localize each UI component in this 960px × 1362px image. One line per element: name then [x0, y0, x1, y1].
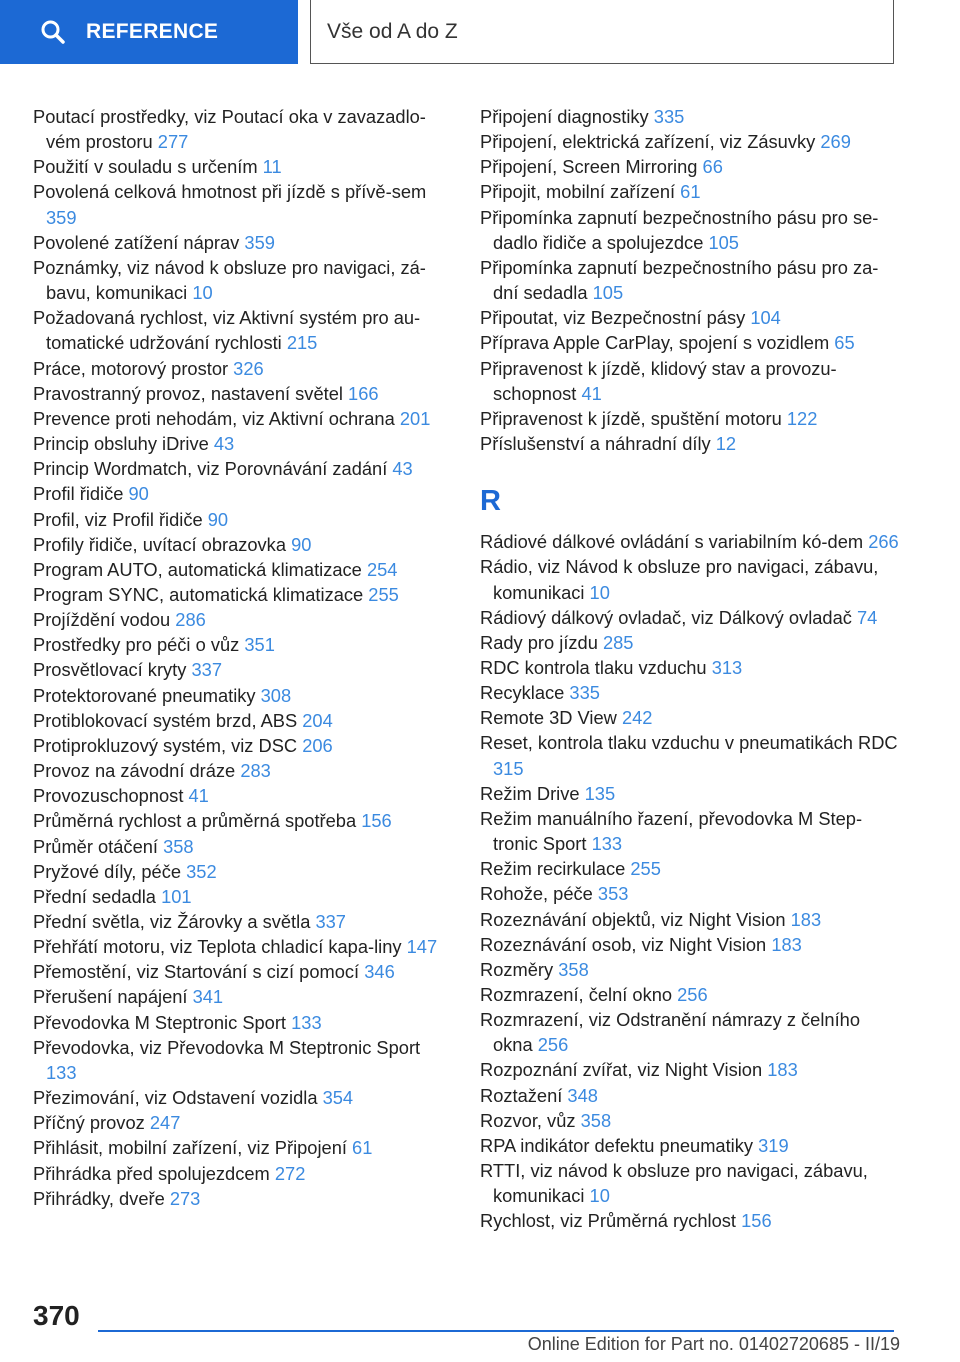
index-entry [33, 104, 443, 154]
page-link[interactable]: 341 [192, 986, 224, 1008]
entry-text: Profil řidiče [33, 483, 124, 505]
entry-text: Projíždění vodou [33, 609, 171, 631]
page-link[interactable]: 90 [128, 483, 149, 505]
page-link[interactable]: 351 [244, 634, 275, 656]
entry-text: Pryžové díly, péče [33, 860, 182, 882]
entry-text: Převodovka M Steptronic Sport [33, 1011, 287, 1033]
page-link[interactable]: 359 [244, 231, 275, 253]
entry-text: Rozmrazení, čelní okno [480, 984, 673, 1005]
entry-text: Rozmrazení, viz Odstranění námrazy z čelního okna [480, 1009, 860, 1056]
header [0, 0, 960, 66]
index-entry [33, 859, 443, 884]
page-link[interactable]: 335 [653, 106, 685, 127]
index-entry [480, 730, 900, 780]
page-link[interactable]: 11 [262, 156, 282, 178]
entry-text: Příprava Apple CarPlay, spojení s vozidlem [480, 332, 830, 354]
entry-text: RTTI, viz návod k obsluze pro navigaci, zábavu, komunikaci [480, 1160, 868, 1207]
index-entry [33, 406, 443, 431]
page-link[interactable]: 358 [163, 835, 194, 857]
page-link[interactable]: 65 [834, 332, 855, 354]
index-entry [480, 1158, 900, 1208]
entry-text: RPA indikátor defektu pneumatiky [480, 1134, 754, 1156]
index-entry [33, 1161, 443, 1186]
index-entry [33, 1085, 443, 1110]
page-link[interactable]: 43 [392, 458, 413, 480]
page-link[interactable]: 12 [715, 433, 737, 455]
page-link[interactable]: 337 [315, 911, 346, 932]
index-entry [480, 605, 900, 630]
entry-text: Přihrádka před spolujezdcem [33, 1162, 270, 1184]
index-entry [33, 1135, 443, 1160]
index-entry [480, 957, 900, 982]
page-link[interactable]: 183 [771, 933, 802, 955]
entry-text: Průměrná rychlost a průměrná spotřeba [33, 810, 357, 832]
page-link[interactable]: 133 [591, 833, 623, 855]
entry-text: Přední sedadla [33, 885, 156, 907]
index-entry [33, 557, 443, 582]
index-entry [33, 481, 443, 506]
page-link[interactable]: 285 [602, 631, 634, 653]
footer-divider [98, 1330, 894, 1332]
entry-text: RDC kontrola tlaku vzduchu [480, 656, 707, 678]
index-entry [480, 655, 900, 680]
index-entry [33, 1110, 443, 1135]
entry-text: Rozvor, vůz [480, 1109, 576, 1131]
page-link[interactable]: 256 [677, 984, 708, 1005]
page-link[interactable]: 41 [581, 382, 602, 404]
entry-text: Princip obsluhy iDrive [33, 433, 209, 455]
entry-text: Rychlost, viz Průměrná rychlost [480, 1210, 737, 1232]
index-group-r [480, 529, 900, 1233]
search-icon[interactable] [40, 18, 68, 46]
index-entry [33, 884, 443, 909]
entry-text: Provoz na závodní dráze [33, 760, 236, 782]
entry-text: Protiprokluzový systém, viz DSC [33, 734, 298, 756]
page-link[interactable]: 256 [537, 1034, 569, 1056]
page-link[interactable]: 90 [291, 533, 312, 555]
page-link[interactable]: 166 [348, 382, 379, 404]
index-entry [33, 381, 443, 406]
entry-text: Protiblokovací systém brzd, ABS [33, 709, 298, 731]
index-entry [33, 632, 443, 657]
index-entry [33, 507, 443, 532]
entry-text: Rozeznávání osob, viz Night Vision [480, 933, 767, 955]
entry-text: Použití v souladu s určením [33, 156, 258, 178]
index-entry [33, 255, 443, 305]
page-link[interactable]: 61 [352, 1137, 373, 1159]
index-entry [480, 1108, 900, 1133]
entry-text: Roztažení [480, 1084, 563, 1106]
index-entry [33, 959, 443, 984]
index-entry [480, 330, 900, 355]
index-entry [480, 705, 900, 730]
section-header [310, 0, 894, 64]
page-link[interactable]: 156 [741, 1210, 772, 1232]
entry-text: Připravenost k jízdě, klidový stav a provozu-schopnost [480, 357, 837, 404]
page-link[interactable]: 90 [207, 508, 229, 530]
page-link[interactable]: 255 [368, 583, 399, 605]
page-link[interactable]: 273 [169, 1187, 201, 1209]
index-entry [480, 431, 900, 456]
index-entry [480, 881, 900, 906]
entry-text: Poutací prostředky, viz Poutací oka v zavazadlo-vém prostoru [33, 106, 426, 153]
index-entry [33, 230, 443, 255]
index-entry [480, 680, 900, 705]
index-entry [480, 1057, 900, 1082]
page-link[interactable]: 255 [630, 858, 661, 880]
entry-text: Rádiový dálkový ovladač, viz Dálkový ovladač [480, 606, 852, 628]
entry-text: Rozeznávání objektů, viz Night Vision [480, 908, 786, 930]
index-entry [480, 205, 900, 255]
index-entry [33, 607, 443, 632]
entry-text: Remote 3D View [480, 707, 617, 729]
page-link[interactable]: 215 [286, 332, 318, 354]
index-entry [480, 305, 900, 330]
page-link[interactable]: 201 [399, 407, 431, 429]
page-link[interactable]: 122 [786, 407, 818, 429]
entry-text: Režim manuálního řazení, převodovka M Step-tronic Sport [480, 807, 863, 855]
entry-text: Průměr otáčení [33, 835, 158, 857]
page-link[interactable]: 133 [291, 1011, 322, 1033]
index-entry [33, 532, 443, 557]
page-link[interactable]: 254 [366, 558, 398, 580]
index-entry [33, 683, 443, 708]
entry-text: Poznámky, viz návod k obsluze pro navigaci, zá-bavu, komunikaci [33, 256, 426, 304]
entry-text: Profily řidiče, uvítací obrazovka [33, 533, 286, 555]
page-link[interactable]: 335 [569, 682, 600, 704]
entry-text: Přehřátí motoru, viz Teplota chladicí kapa-liny [33, 936, 402, 958]
index-entry [33, 456, 443, 481]
index-entry [480, 179, 900, 204]
page-link[interactable]: 346 [364, 961, 395, 983]
section-letter: R [480, 485, 501, 518]
entry-text: Recyklace [480, 682, 565, 704]
index-entry [480, 255, 900, 305]
index-entry [33, 934, 443, 959]
page-link[interactable]: 283 [240, 760, 271, 782]
index-group-p [480, 104, 900, 456]
page-link[interactable]: 105 [708, 231, 739, 253]
page-link[interactable]: 242 [621, 707, 653, 729]
page-link[interactable]: 266 [868, 531, 899, 553]
entry-text: Převodovka, viz Převodovka M Steptronic Sport [33, 1036, 421, 1058]
index-entry [33, 1186, 443, 1211]
index-entry [480, 856, 900, 881]
index-entry [480, 932, 900, 957]
entry-text: Program SYNC, automatická klimatizace [33, 583, 364, 605]
entry-text: Příslušenství a náhradní díly [480, 433, 711, 455]
page-link[interactable]: 10 [589, 1185, 610, 1207]
index-entry [33, 582, 443, 607]
entry-text: Přihrádky, dveře [33, 1187, 165, 1209]
index-entry [33, 356, 443, 381]
entry-text: Rozpoznání zvířat, viz Night Vision [480, 1059, 763, 1081]
entry-text: Rohože, péče [480, 883, 593, 905]
entry-text: Prosvětlovací kryty [33, 659, 187, 681]
page-link[interactable]: 358 [558, 958, 589, 980]
index-entry [33, 1010, 443, 1035]
entry-text: Požadovaná rychlost, viz Aktivní systém pro au-tomatické udržování rychlosti [33, 307, 421, 354]
index-entry [480, 1133, 900, 1158]
index-entry [33, 783, 443, 808]
page-link[interactable]: 61 [680, 181, 701, 203]
index-entry [33, 909, 443, 934]
index-entry [33, 179, 443, 229]
index-entry [33, 808, 443, 833]
index-entry [33, 431, 443, 456]
index-entry [33, 708, 443, 733]
page-link[interactable]: 105 [592, 282, 624, 304]
entry-text: Program AUTO, automatická klimatizace [33, 558, 362, 580]
page-link[interactable]: 308 [260, 684, 292, 706]
index-entry [33, 154, 443, 179]
page-link[interactable]: 133 [46, 1061, 77, 1083]
page-link[interactable]: 315 [493, 757, 524, 779]
index-entry [33, 733, 443, 758]
index-entry [480, 630, 900, 655]
page-link[interactable]: 101 [161, 885, 192, 907]
entry-text: Prevence proti nehodám, viz Aktivní ochrana [33, 407, 395, 429]
page-link[interactable]: 206 [302, 734, 333, 756]
entry-text: Rady pro jízdu [480, 631, 598, 653]
entry-text: Přední světla, viz Žárovky a světla [33, 911, 311, 932]
entry-text: Připojení, Screen Mirroring [480, 156, 698, 178]
index-entry [480, 907, 900, 932]
index-entry [33, 984, 443, 1009]
page-link[interactable]: 183 [790, 908, 822, 930]
entry-text: Práce, motorový prostor [33, 357, 229, 379]
entry-text: Příčný provoz [33, 1112, 145, 1134]
page-link[interactable]: 104 [750, 307, 781, 329]
entry-text: Prostředky pro péči o vůz [33, 634, 240, 656]
index-entry [480, 129, 900, 154]
index-entry [480, 1208, 900, 1233]
entry-text: Rádio, viz Návod k obsluze pro navigaci, zábavu, komunikaci [480, 556, 879, 603]
entry-text: Připojení diagnostiky [480, 106, 649, 127]
entry-text: Rádiové dálkové ovládání s variabilním kó-dem [480, 531, 864, 553]
page-link[interactable]: 10 [589, 581, 610, 603]
index-column-right [480, 104, 900, 1234]
index-entry [480, 982, 900, 1007]
page-link[interactable]: 10 [192, 282, 213, 304]
entry-text: Přezimování, viz Odstavení vozidla [33, 1087, 318, 1109]
entry-text: Povolená celková hmotnost při jízdě s přívě-sem [33, 181, 427, 203]
index-entry [33, 305, 443, 355]
page-link[interactable]: 326 [233, 357, 264, 379]
page-link[interactable]: 147 [406, 936, 438, 958]
group-spacer [480, 456, 900, 470]
index-entry [480, 554, 900, 604]
page-link[interactable]: 183 [767, 1059, 798, 1081]
entry-text: Profil, viz Profil řidiče [33, 508, 203, 530]
entry-text: Připomínka zapnutí bezpečnostního pásu pro za-dní sedadla [480, 256, 879, 304]
entry-text: Princip Wordmatch, viz Porovnávání zadání [33, 458, 388, 480]
entry-text: Připojení, elektrická zařízení, viz Zásuvky [480, 131, 816, 153]
index-entry [33, 834, 443, 859]
page-link[interactable]: 348 [567, 1084, 598, 1106]
index-entry [480, 806, 900, 856]
page-link[interactable]: 277 [157, 131, 189, 153]
index-entry [33, 1035, 443, 1085]
reference-tab[interactable] [0, 0, 298, 64]
page-link[interactable]: 247 [149, 1112, 181, 1134]
page-link[interactable]: 135 [584, 782, 616, 804]
page-link[interactable]: 204 [302, 709, 333, 731]
page-link[interactable]: 43 [213, 433, 235, 455]
index-entry [480, 406, 900, 431]
entry-text: Připoutat, viz Bezpečnostní pásy [480, 307, 746, 329]
page-link[interactable]: 74 [857, 606, 878, 628]
entry-text: Režim recirkulace [480, 858, 626, 880]
index-entry [480, 781, 900, 806]
page-link[interactable]: 319 [758, 1134, 789, 1156]
index-entry [480, 104, 900, 129]
page-link[interactable]: 353 [597, 883, 629, 905]
index-entry [33, 758, 443, 783]
page-number: 370 [33, 1300, 80, 1331]
index-entry [33, 657, 443, 682]
entry-text: Rozměry [480, 958, 554, 980]
entry-text: Povolené zatížení náprav [33, 231, 240, 253]
page-link[interactable]: 41 [188, 785, 209, 807]
page-link[interactable]: 156 [361, 810, 392, 832]
index-entry [480, 529, 900, 554]
page-link[interactable]: 352 [186, 860, 217, 882]
entry-text: Připravenost k jízdě, spuštění motoru [480, 407, 782, 429]
page-link[interactable]: 272 [274, 1162, 306, 1184]
page-link[interactable]: 313 [711, 656, 743, 678]
entry-text: Pravostranný provoz, nastavení světel [33, 382, 343, 404]
index-column-left [33, 104, 443, 1211]
entry-text: Režim Drive [480, 782, 580, 804]
reference-tab-label: REFERENCE [86, 20, 219, 43]
entry-text: Připojit, mobilní zařízení [480, 181, 676, 203]
page-link[interactable]: 286 [175, 609, 206, 631]
page-link[interactable]: 269 [820, 131, 851, 153]
page-link[interactable]: 358 [580, 1109, 612, 1131]
index-entry [480, 154, 900, 179]
index-entry [480, 1007, 900, 1057]
page-link[interactable]: 66 [702, 156, 723, 178]
page-link[interactable]: 359 [46, 206, 77, 228]
index-entry [480, 356, 900, 406]
entry-text: Reset, kontrola tlaku vzduchu v pneumatikách RDC [480, 732, 898, 754]
page-link[interactable]: 337 [191, 659, 223, 681]
entry-text: Protektorované pneumatiky [33, 684, 256, 706]
section-title: Vše od A do Z [327, 19, 458, 43]
entry-text: Provozuschopnost [33, 785, 184, 807]
page-link[interactable]: 354 [322, 1087, 354, 1109]
edition-text: Online Edition for Part no. 01402720685 - II/19 [527, 1334, 900, 1354]
entry-text: Přihlásit, mobilní zařízení, viz Připojení [33, 1137, 347, 1159]
entry-text: Přemostění, viz Startování s cizí pomocí [33, 961, 360, 983]
entry-text: Připomínka zapnutí bezpečnostního pásu pro se-dadlo řidiče a spolujezdce [480, 206, 879, 253]
index-entry [480, 1083, 900, 1108]
entry-text: Přerušení napájení [33, 986, 188, 1008]
